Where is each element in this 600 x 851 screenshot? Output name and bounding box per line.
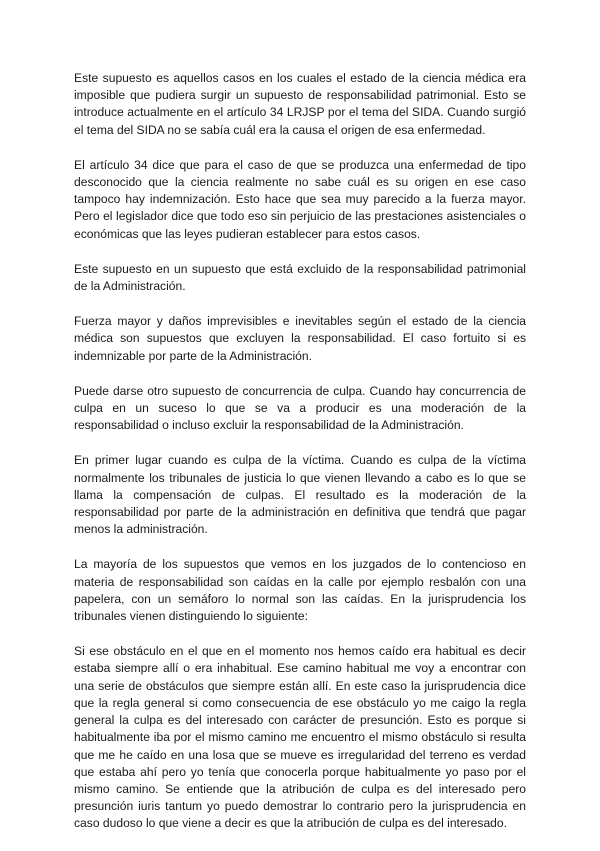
paragraph: El artículo 34 dice que para el caso de que se produzca una enfermedad de tipo desconocido que la ciencia realmente no sabe cuál es su origen en ese caso tampoco hay indemnización. Esto hace que sea muy parecido a la fuerza mayor. Pero el legislador dice que todo eso sin perjuicio de las prestaciones asistenciales o económicas que las leyes pudieran establecer para estos casos. <box>74 157 526 241</box>
paragraph: Si ese obstáculo en el que en el momento nos hemos caído era habitual es decir estaba siempre allí o era inhabitual. Ese camino habitual me voy a encontrar con una serie de obstáculos que siempre están allí. En este caso la jurisprudencia dice que la regla general si como consecuencia de ese obstáculo yo me caigo la regla general la culpa es del interesado con carácter de presunción. Esto es porque si habitualmente iba por el mismo camino me encuentro el mismo obstáculo si resulta que me he caído en una losa que se mueve es irregularidad del terreno es verdad que estaba ahí pero yo tenía que conocerla porque habitualmente yo paso por el mismo camino. Se entiende que la atribución de culpa es del interesado pero presunción iuris tantum yo puedo demostrar lo contrario pero la jurisprudencia en caso dudoso lo que viene a decir es que la atribución de culpa es del interesado. <box>74 644 526 831</box>
body-text <box>74 70 526 851</box>
paragraph: Fuerza mayor y daños imprevisibles e inevitables según el estado de la ciencia médica son supuestos que excluyen la responsabilidad. El caso fortuito si es indemnizable por parte de la Administración. <box>74 314 526 363</box>
paragraph: La mayoría de los supuestos que vemos en los juzgados de lo contencioso en materia de responsabilidad son caídas en la calle por ejemplo resbalón con una papelera, con un semáforo lo normal son las caídas. En la jurisprudencia los tribunales vienen distinguiendo lo siguiente: <box>74 557 526 624</box>
paragraph: Este supuesto es aquellos casos en los cuales el estado de la ciencia médica era imposible que pudiera surgir un supuesto de responsabilidad patrimonial. Esto se introduce actualmente en el artículo 34 LRJSP por el tema del SIDA. Cuando surgió el tema del SIDA no se sabía cuál era la causa el origen de esa enfermedad. <box>74 71 526 137</box>
paragraph: Puede darse otro supuesto de concurrencia de culpa. Cuando hay concurrencia de culpa en un suceso lo que se va a producir es una moderación de la responsabilidad o incluso excluir la responsabilidad de la Administración. <box>74 383 526 433</box>
paragraph: Este supuesto en un supuesto que está excluido de la responsabilidad patrimonial de la Administración. <box>74 261 526 294</box>
paragraph: En primer lugar cuando es culpa de la víctima. Cuando es culpa de la víctima normalmente los tribunales de justicia lo que vienen llevando a cabo es lo que se llama la compensación de culpas. El resultado es la moderación de la responsabilidad por parte de la administración en definitiva que tendrá que pagar menos la administración. <box>74 453 526 537</box>
